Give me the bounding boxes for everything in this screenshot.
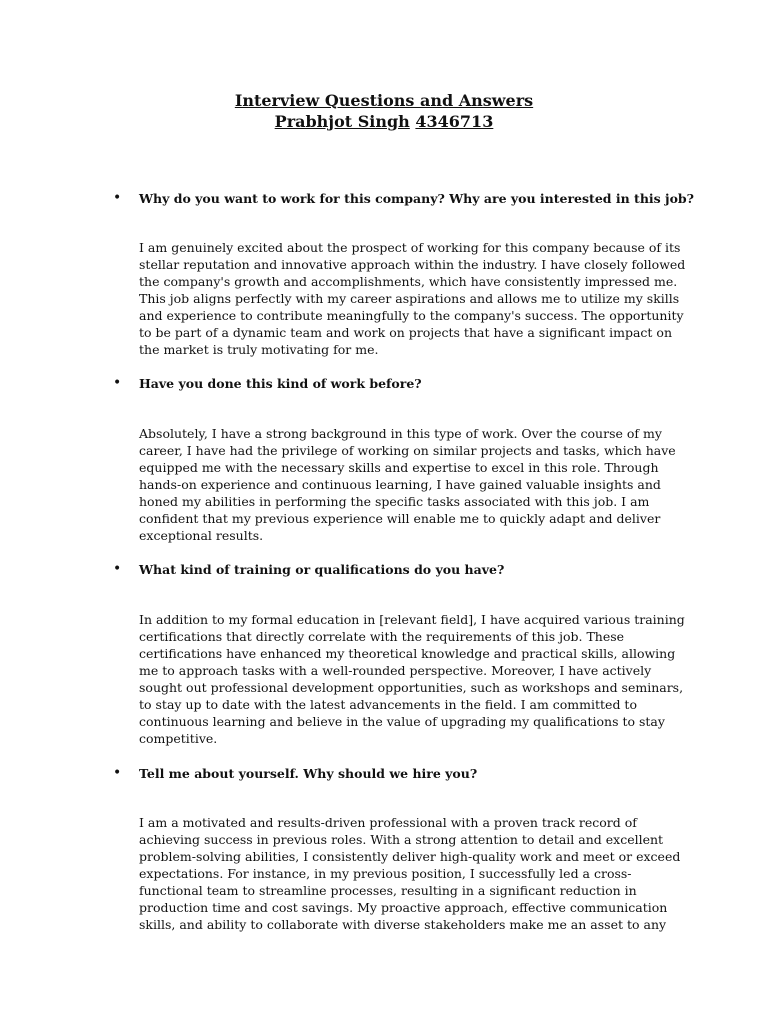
answer-line: and experience to contribute meaningfully to the company's success. The opportunity <box>139 308 684 323</box>
answer-line: production time and cost savings. My proactive approach, effective communication <box>139 900 668 915</box>
answer-2 <box>139 425 679 544</box>
answer-line: certifications have enhanced my theoretical knowledge and practical skills, allowing <box>139 646 676 661</box>
answer-line: I am a motivated and results-driven professional with a proven track record of <box>139 815 637 830</box>
answer-1 <box>139 239 686 358</box>
answer-line: certifications that directly correlate with the requirements of this job. These <box>139 629 625 644</box>
bullet-icon: • <box>113 190 122 206</box>
answer-line: equipped me with the necessary skills and expertise to excel in this role. Through <box>139 460 659 475</box>
answer-line: me to approach tasks with a well-rounded perspective. Moreover, I have actively <box>139 663 652 678</box>
answer-line: confident that my previous experience will enable me to quickly adapt and deliver <box>139 511 661 526</box>
answer-line: to stay up to date with the latest advancements in the field. I am committed to <box>139 697 637 712</box>
answer-line: This job aligns perfectly with my career aspirations and allows me to utilize my skills <box>139 291 680 306</box>
question-2: Have you done this kind of work before? <box>139 376 422 391</box>
answer-line: the company's growth and accomplishments, which have consistently impressed me. <box>139 274 678 289</box>
answer-line: exceptional results. <box>139 528 264 543</box>
bullet-icon: • <box>113 375 122 391</box>
answer-line: stellar reputation and innovative approach within the industry. I have closely followed <box>139 257 686 272</box>
answer-3 <box>139 611 685 747</box>
author-id: 4346713 <box>415 112 494 131</box>
answer-line: In addition to my formal education in [relevant field], I have acquired various training <box>139 612 685 627</box>
answer-line: career, I have had the privilege of working on similar projects and tasks, which have <box>139 443 676 458</box>
answer-line: the market is truly motivating for me. <box>139 342 379 357</box>
question-4: Tell me about yourself. Why should we hire you? <box>139 766 478 781</box>
answer-line: sought out professional development opportunities, such as workshops and seminars, <box>139 680 684 695</box>
answer-4 <box>139 814 679 933</box>
answer-line: expectations. For instance, in my previous position, I successfully led a cross- <box>139 866 632 881</box>
bullet-icon: • <box>113 561 122 577</box>
document-header <box>0 90 768 132</box>
question-3: What kind of training or qualifications do you have? <box>139 562 505 577</box>
bullet-icon: • <box>113 765 122 781</box>
answer-line: hands-on experience and continuous learning, I have gained valuable insights and <box>139 477 661 492</box>
answer-line: Absolutely, I have a strong background in this type of work. Over the course of my <box>139 426 662 441</box>
answer-line: problem-solving abilities, I consistently deliver high-quality work and meet or exceed <box>139 849 681 864</box>
answer-line: I am genuinely excited about the prospect of working for this company because of its <box>139 240 681 255</box>
answer-line: achieving success in previous roles. With a strong attention to detail and excellent <box>139 832 664 847</box>
answer-line: competitive. <box>139 731 218 746</box>
answer-line: to be part of a dynamic team and work on projects that have a significant impact on <box>139 325 672 340</box>
author-name: Prabhjot Singh <box>274 112 410 131</box>
answer-line: skills, and ability to collaborate with diverse stakeholders make me an asset to any <box>139 917 667 932</box>
answer-line: continuous learning and believe in the value of upgrading my qualifications to stay <box>139 714 665 729</box>
question-1: Why do you want to work for this company? Why are you interested in this job? <box>139 191 694 206</box>
answer-line: honed my abilities in performing the specific tasks associated with this job. I am <box>139 494 650 509</box>
document-title: Interview Questions and Answers <box>234 91 534 110</box>
author-line <box>0 111 768 132</box>
answer-line: functional team to streamline processes, resulting in a significant reduction in <box>139 883 637 898</box>
